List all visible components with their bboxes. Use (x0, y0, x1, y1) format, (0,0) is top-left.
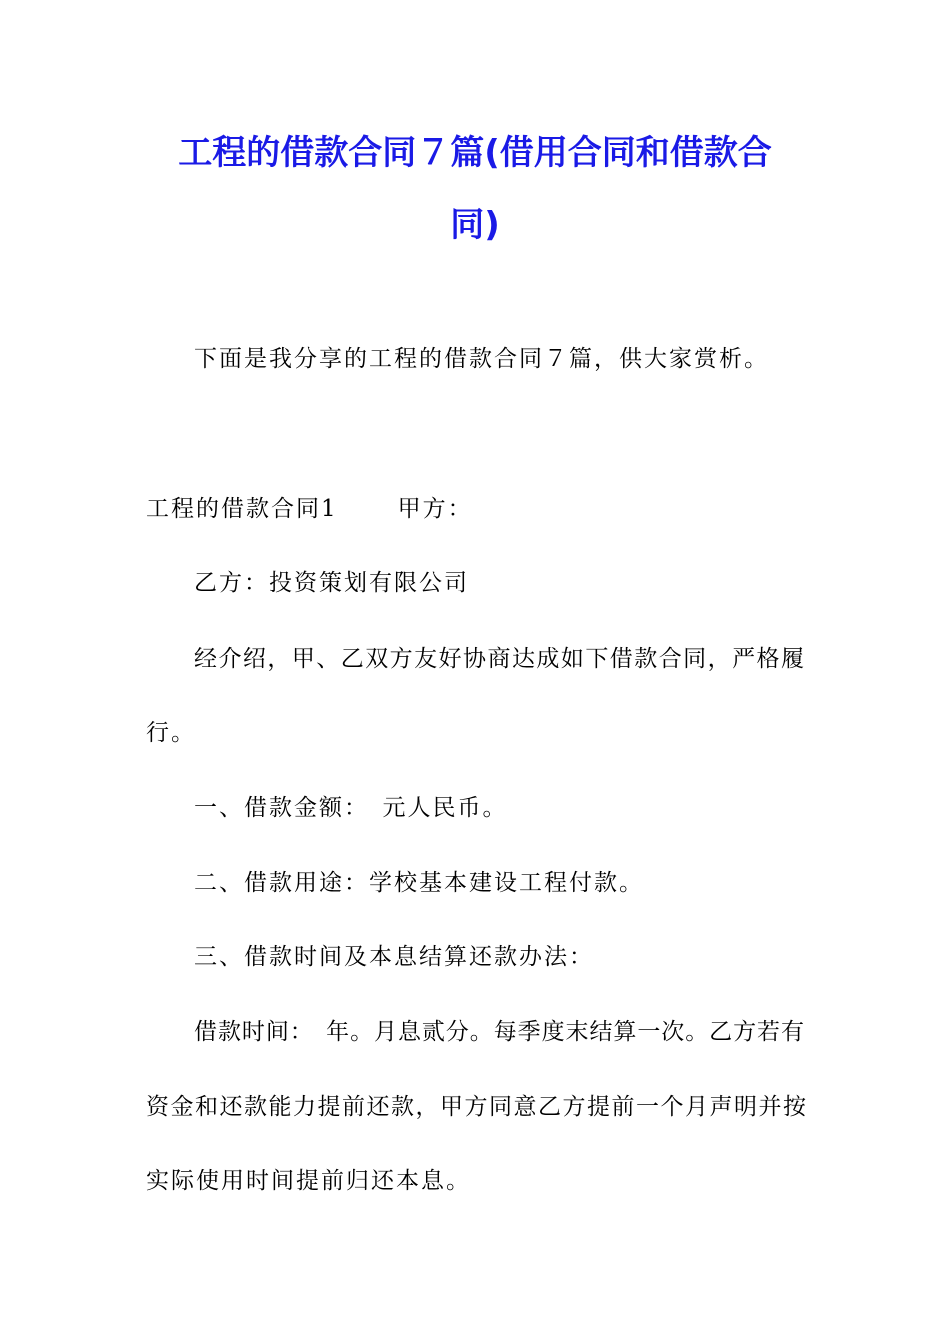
party-b-line: 乙方：投资策划有限公司 (194, 570, 469, 596)
paragraph-2-line-2: 资金和还款能力提前还款，甲方同意乙方提前一个月声明并按 (146, 1094, 806, 1120)
document-title-line-1: 工程的借款合同７篇(借用合同和借款合 (178, 133, 772, 173)
paragraph-2-line-3: 实际使用时间提前归还本息。 (146, 1168, 471, 1194)
paragraph-1-line-2: 行。 (146, 720, 196, 746)
contract-heading-line (146, 494, 473, 524)
clause-1: 一、借款金额： 元人民币。 (194, 795, 508, 821)
paragraph-2-line-1: 借款时间： 年。月息贰分。每季度末结算一次。乙方若有 (194, 1019, 804, 1045)
intro-paragraph: 下面是我分享的工程的借款合同７篇，供大家赏析。 (194, 346, 769, 372)
contract-heading: 工程的借款合同1 (146, 496, 338, 522)
clause-2: 二、借款用途：学校基本建设工程付款。 (194, 870, 644, 896)
party-a-label: 甲方： (397, 496, 473, 522)
clause-3: 三、借款时间及本息结算还款办法： (194, 944, 594, 970)
paragraph-1-line-1: 经介绍，甲、乙双方友好协商达成如下借款合同，严格履 (194, 646, 804, 672)
document-title-line-2: 同) (450, 205, 500, 245)
